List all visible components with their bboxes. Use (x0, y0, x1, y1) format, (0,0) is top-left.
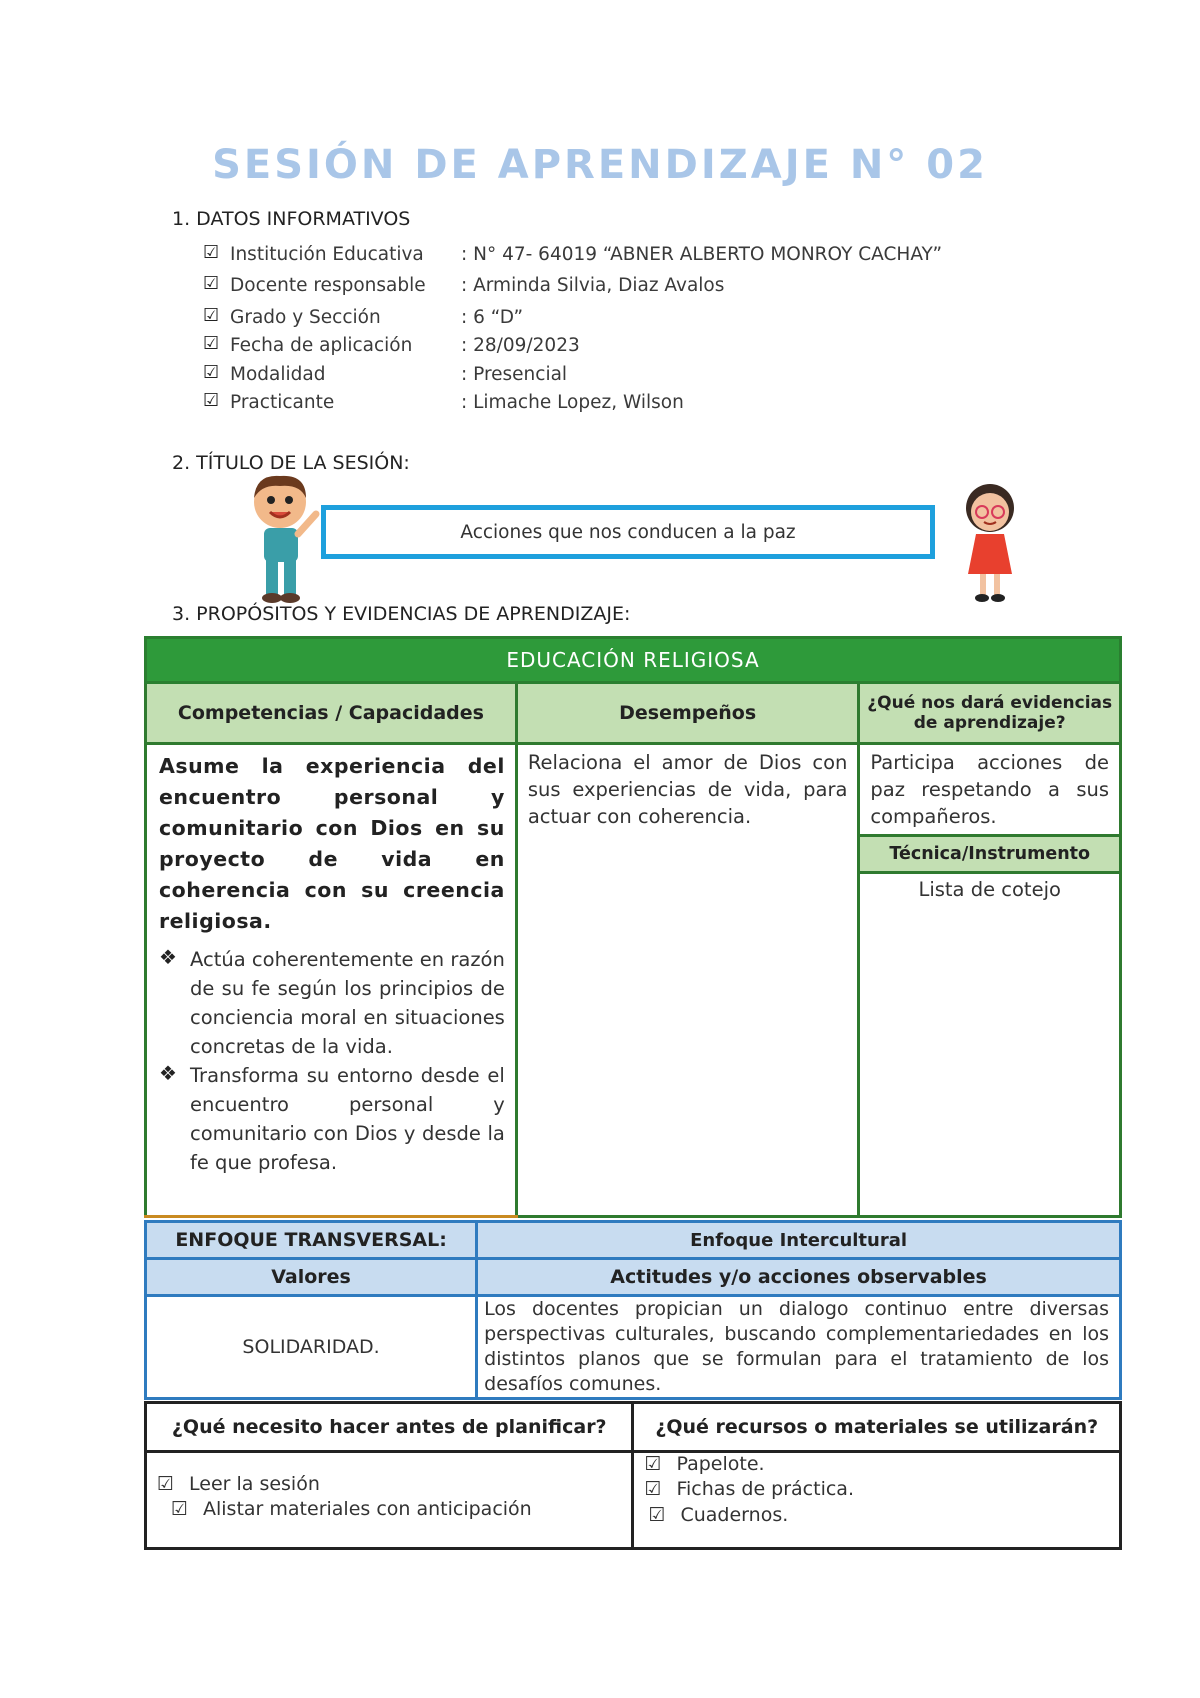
info-label: Grado y Sección (230, 307, 381, 328)
competencia-text: Asume la experiencia del encuentro personal y comunitario con Dios en su proyecto de vida en coherencia con su creencia religiosa. (159, 754, 505, 933)
area-header: EDUCACIÓN RELIGIOSA (146, 638, 1121, 683)
preparacion-table (144, 1401, 1122, 1550)
page-title: SESIÓN DE APRENDIZAJE N° 02 (212, 142, 988, 188)
info-value: : Presencial (461, 364, 568, 385)
recurso-item: Cuadernos. (680, 1504, 789, 1526)
section-1-heading: 1. DATOS INFORMATIVOS (172, 208, 411, 230)
capacidad-text: Transforma su entorno desde el encuentro personal y comunitario con Dios y desde la fe que profesa. (190, 1064, 505, 1174)
header-recursos: ¿Qué recursos o materiales se utilizarán? (633, 1403, 1121, 1452)
diamond-bullet-icon: ❖ (159, 945, 177, 969)
checkbox-icon: ☑ (203, 362, 220, 383)
info-label: Practicante (230, 392, 335, 413)
enfoque-name: Enfoque Intercultural (477, 1222, 1121, 1259)
enfoque-table (144, 1220, 1122, 1400)
header-competencias: Competencias / Capacidades (146, 683, 517, 744)
antes-item: Alistar materiales con anticipación (203, 1498, 532, 1520)
checkbox-icon: ☑ (171, 1498, 189, 1520)
info-label: Modalidad (230, 364, 326, 385)
info-label: Institución Educativa (230, 244, 424, 265)
checkbox-icon: ☑ (644, 1478, 662, 1500)
competencias-table (144, 636, 1122, 1218)
checkbox-icon: ☑ (203, 305, 220, 326)
info-value: : Arminda Silvia, Diaz Avalos (461, 275, 725, 296)
antes-cell (146, 1452, 633, 1549)
capacidad-text: Actúa coherentemente en razón de su fe según los principios de conciencia moral en situaciones concretas de la vida. (190, 948, 505, 1058)
checkbox-icon: ☑ (203, 273, 220, 294)
checkbox-icon: ☑ (648, 1504, 666, 1526)
boy-illustration-icon (240, 470, 330, 610)
info-label: Docente responsable (230, 275, 426, 296)
checkbox-icon: ☑ (203, 242, 220, 263)
girl-illustration-icon (950, 478, 1030, 608)
checkbox-icon: ☑ (157, 1473, 175, 1495)
antes-item: Leer la sesión (189, 1473, 320, 1495)
enfoque-label: ENFOQUE TRANSVERSAL: (146, 1222, 477, 1259)
desempeno-cell (516, 744, 859, 1217)
recursos-cell (633, 1452, 1121, 1549)
tecnica-header: Técnica/Instrumento (860, 837, 1119, 874)
info-value: : Limache Lopez, Wilson (461, 392, 684, 413)
header-desempenos: Desempeños (516, 683, 859, 744)
info-value: : N° 47- 64019 “ABNER ALBERTO MONROY CACHAY” (461, 244, 943, 265)
header-evidencias: ¿Qué nos dará evidencias de aprendizaje? (859, 683, 1121, 744)
checkbox-icon: ☑ (203, 333, 220, 354)
capacidad-item (159, 945, 505, 1061)
checkbox-icon: ☑ (203, 390, 220, 411)
section-2-heading: 2. TÍTULO DE LA SESIÓN: (172, 452, 410, 474)
diamond-bullet-icon: ❖ (159, 1061, 177, 1085)
recurso-item: Fichas de práctica. (676, 1478, 854, 1500)
competencias-cell (146, 744, 517, 1217)
actitud-cell: Los docentes propician un dialogo continuo entre diversas perspectivas culturales, buscando complementariedades en los distintos planos que se formulan para el tratamiento de los desafíos comunes. (477, 1296, 1121, 1399)
header-actitudes: Actitudes y/o acciones observables (477, 1259, 1121, 1296)
info-value: : 28/09/2023 (461, 335, 580, 356)
desempeno-text: Relaciona el amor de Dios con sus experiencias de vida, para actuar con coherencia. (527, 751, 848, 828)
valor-cell: SOLIDARIDAD. (146, 1296, 477, 1399)
recurso-item: Papelote. (676, 1453, 765, 1475)
info-value: : 6 “D” (461, 307, 524, 328)
capacidad-item (159, 1061, 505, 1177)
checkbox-icon: ☑ (644, 1453, 662, 1475)
instrumento-text: Lista de cotejo (918, 878, 1061, 901)
session-title-box: Acciones que nos conducen a la paz (321, 505, 935, 559)
info-label: Fecha de aplicación (230, 335, 413, 356)
header-valores: Valores (146, 1259, 477, 1296)
evidencias-cell (859, 744, 1121, 1217)
section-3-heading: 3. PROPÓSITOS Y EVIDENCIAS DE APRENDIZAJE: (172, 603, 631, 625)
header-antes: ¿Qué necesito hacer antes de planificar? (146, 1403, 633, 1452)
evidencia-text: Participa acciones de paz respetando a sus compañeros. (860, 745, 1119, 837)
